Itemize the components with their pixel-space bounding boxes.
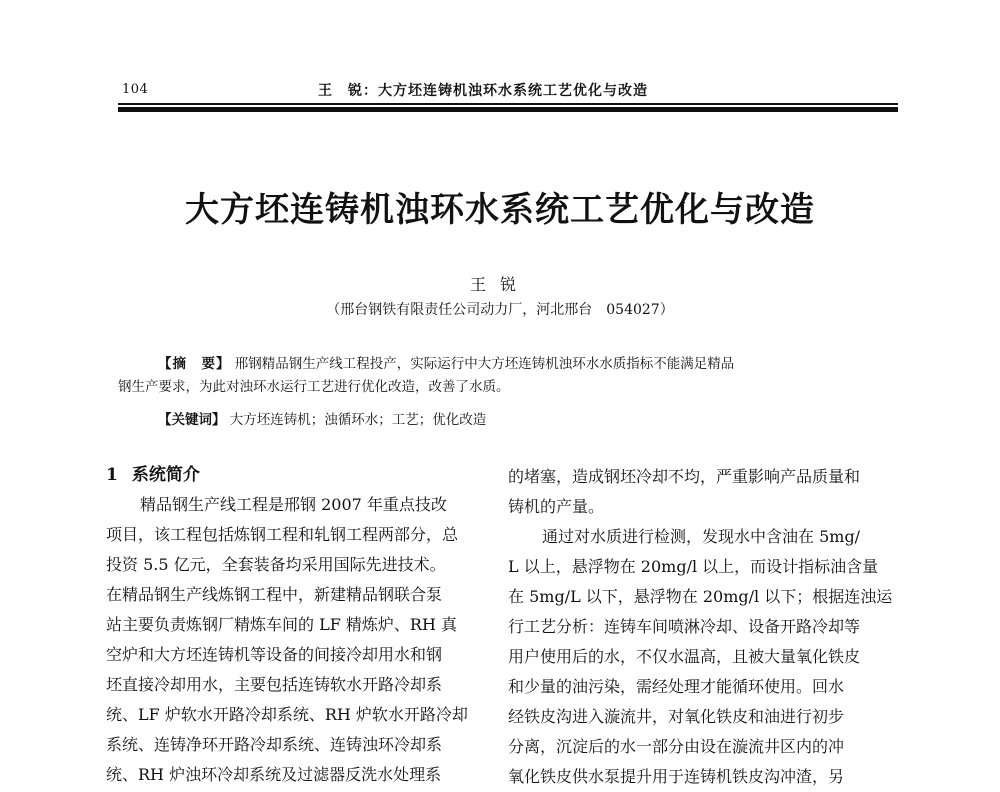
body-line: 行工艺分析：连铸车间喷淋冷却、设备开路冷却等 [508, 617, 861, 636]
body-line: 系统、连铸净环开路冷却系统、连铸浊环冷却系 [106, 735, 443, 754]
header-rule-thick [118, 107, 898, 112]
keywords [158, 408, 486, 428]
body-line: 统、LF 炉软水开路冷却系统、RH 炉软水开路冷却 [106, 705, 468, 724]
section-title: 系统简介 [131, 465, 200, 485]
running-head [118, 80, 898, 102]
body-line: 的堵塞，造成钢坯冷却不均，严重影响产品质量和 [508, 467, 861, 486]
section-heading [106, 460, 488, 490]
article-title: 大方坯连铸机浊环水系统工艺优化与改造 [185, 190, 815, 230]
abstract-text-1: 邢钢精品钢生产线工程投产，实际运行中大方坯连铸机浊环水水质指标不能满足精品 [234, 356, 735, 372]
body-line: 铸机的产量。 [508, 497, 605, 516]
body-line: L 以上，悬浮物在 20mg/l 以上，而设计指标油含量 [508, 557, 879, 576]
body-line: 统、RH 炉浊环冷却系统及过滤器反洗水处理系 [106, 765, 442, 784]
header-rule-thin [118, 103, 898, 105]
body-line: 空炉和大方坯连铸机等设备的间接冷却用水和钢 [106, 645, 443, 664]
body-line: 分离，沉淀后的水一部分由设在漩流井区内的冲 [508, 737, 845, 756]
body-line: 经铁皮沟进入漩流井，对氧化铁皮和油进行初步 [508, 707, 845, 726]
body-column-right [508, 462, 900, 792]
keywords-text: 大方坯连铸机；浊循环水；工艺；优化改造 [229, 412, 487, 428]
author-name: 王锐 [469, 275, 530, 294]
keywords-label: 【关键词】 [158, 412, 226, 428]
body-line: 站主要负责炼钢厂精炼车间的 LF 精炼炉、RH 真 [106, 615, 457, 634]
body-column-left [106, 460, 488, 790]
body-line: 项目，该工程包括炼钢工程和轧钢工程两部分，总 [106, 525, 459, 544]
abstract [118, 353, 858, 399]
body-line: 氧化铁皮供水泵提升用于连铸机铁皮沟冲渣，另 [508, 767, 845, 786]
body-line: 通过对水质进行检测，发现水中含油在 5mg/ [542, 527, 861, 546]
body-line: 和少量的油污染，需经处理才能循环使用。回水 [508, 677, 845, 696]
body-line: 在 5mg/L 以下，悬浮物在 20mg/l 以下；根据连浊运 [508, 587, 893, 606]
body-line: 投资 5.5 亿元，全套装备均采用国际先进技术。 [106, 555, 446, 574]
abstract-line-2: 钢生产要求，为此对浊环水运行工艺进行优化改造，改善了水质。 [118, 379, 510, 395]
running-title: 王 锐：大方坯连铸机浊环水系统工艺优化与改造 [318, 83, 648, 99]
abstract-label: 【摘 要】 [158, 356, 231, 372]
body-line: 在精品钢生产线炼钢工程中，新建精品钢联合泵 [106, 585, 443, 604]
author-affiliation: （邢台钢铁有限责任公司动力厂，河北邢台 054027） [326, 302, 674, 318]
abstract-line-1 [118, 353, 858, 376]
page-number: 104 [122, 82, 149, 97]
body-line: 坯直接冷却用水，主要包括连铸软水开路冷却系 [106, 675, 443, 694]
body-line: 精品钢生产线工程是邢钢 2007 年重点技改 [140, 495, 447, 514]
section-number: 1 [106, 465, 118, 485]
body-line: 用户使用后的水，不仅水温高，且被大量氧化铁皮 [508, 647, 861, 666]
